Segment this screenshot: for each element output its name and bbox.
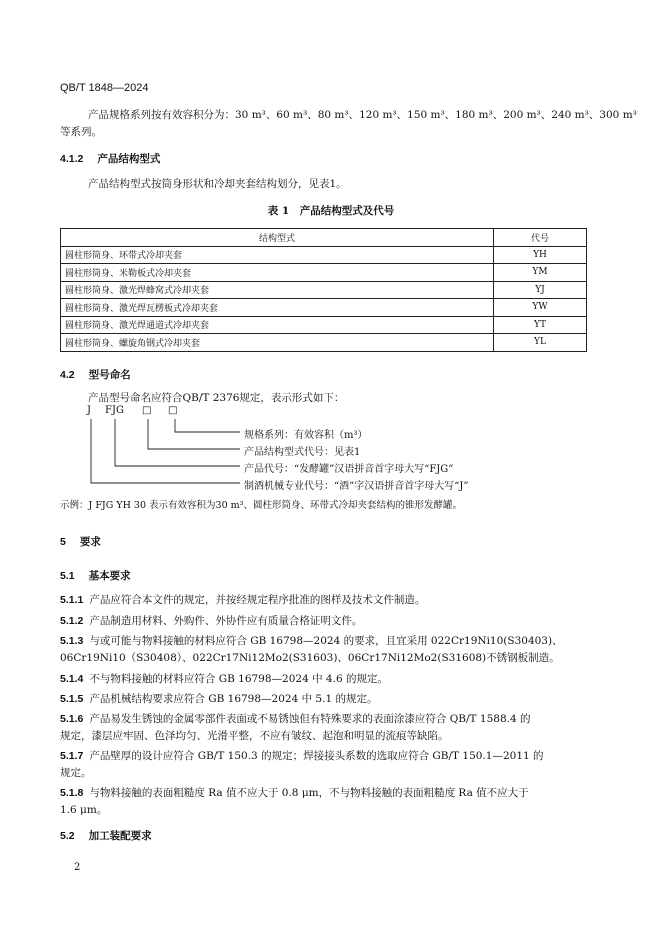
clause-5-1-1 [60,592,425,608]
section-title: 型号命名 [88,369,131,381]
clause-number: 5.1.6 [60,713,84,725]
section-title: 产品结构型式 [97,153,161,165]
section-5-2-heading [60,828,152,843]
table-row [61,299,587,317]
section-number: 4.1.2 [60,153,84,165]
clause-5-1-2 [60,613,362,629]
model-naming-diagram [60,405,600,495]
clause-number: 5.1.3 [60,635,84,647]
clause-5-1-8-cont: 1.6 μm。 [60,804,108,816]
column-header-structure: 结构型式 [61,229,494,247]
clause-text: 与物料接触的表面粗糙度 Ra 值不应大于 0.8 μm，不与物料接触的表面粗糙度 Ra 值不应大于 [89,787,529,799]
section-number: 5.2 [60,830,75,842]
clause-text: 产品壁厚的设计应符合 GB/T 150.3 的规定；焊接接头系数的选取应符合 GB/T 150.1—2011 的 [89,750,544,762]
table-caption: 表 1 产品结构型式及代号 [267,205,395,217]
intro-line-1: 产品规格系列按有效容积分为：30 m³、60 m³、80 m³、120 m³、150 m³、180 m³、200 m³、240 m³、300 m³ [88,109,637,121]
clause-5-1-5 [60,691,377,707]
label-structure-code: 产品结构型式代号：见表1 [244,447,361,458]
example-note: 示例：J FJG YH 30 表示有效容积为30 m³、圆柱形筒身、环带式冷却夹套结构的锥形发酵罐。 [60,500,462,511]
label-machinery-code: 制酒机械专业代号：“酒”字汉语拼音首字母大写“J” [244,481,469,492]
standard-number: QB/T 1848—2024 [60,82,149,94]
table-cell: 圆柱形筒身、激光焊瓦楞板式冷却夹套 [61,299,494,317]
clause-number: 5.1.7 [60,750,84,762]
clause-number: 5.1.2 [60,615,84,627]
table-cell: YL [494,334,587,352]
clause-5-1-3-cont: 06Cr19Ni10（S30408）、022Cr17Ni12Mo2(S31603)、06Cr17Ni12Mo2(S31608)不锈钢板制造。 [60,652,560,664]
table-row [61,246,587,264]
section-4-2-text: 产品型号命名应符合QB/T 2376规定，表示形式如下： [88,392,345,404]
code-fjg: FJG [105,405,124,416]
section-title: 要求 [79,536,101,548]
clause-text: 产品机械结构要求应符合 GB 16798—2024 中 5.1 的规定。 [89,693,378,705]
clause-number: 5.1.1 [60,594,84,606]
clause-5-1-7 [60,748,544,764]
clause-5-1-6 [60,711,530,727]
table-row [61,334,587,352]
clause-number: 5.1.8 [60,787,84,799]
table-row [61,316,587,334]
clause-number: 5.1.4 [60,673,84,685]
section-number: 5 [60,536,66,548]
page-number: 2 [74,862,81,873]
label-spec-series: 规格系列：有效容积（m³） [244,430,368,441]
table-cell: 圆柱形筒身、螺旋角钢式冷却夹套 [61,334,494,352]
section-title: 加工装配要求 [88,830,152,842]
label-product-code: 产品代号：“发酵罐”汉语拼音首字母大写“FJG” [244,464,454,475]
table-cell: YM [494,264,587,282]
clause-5-1-7-cont: 规定。 [60,767,92,779]
section-4-1-2-heading [60,151,160,166]
table-row [61,264,587,282]
table-cell: 圆柱形筒身、米勒板式冷却夹套 [61,264,494,282]
column-header-code: 代号 [494,229,587,247]
code-j: J [87,405,92,416]
section-title: 基本要求 [88,570,131,582]
section-5-1-heading [60,568,131,583]
clause-text: 产品制造用材料、外购件、外协件应有质量合格证明文件。 [89,615,363,627]
section-number: 5.1 [60,570,75,582]
clause-text: 产品应符合本文件的规定，并按经规定程序批准的图样及技术文件制造。 [89,594,426,606]
table-row [61,281,587,299]
clause-number: 5.1.5 [60,693,84,705]
section-number: 4.2 [60,369,75,381]
clause-text: 与或可能与物料接触的材料应符合 GB 16798—2024 的要求，且宜采用 022Cr19Ni10(S30403)、 [89,635,563,647]
section-5-heading [60,534,101,549]
section-4-1-2-text: 产品结构型式按筒身形状和冷却夹套结构划分，见表1。 [88,178,347,190]
code-structure-box: □ [142,405,152,416]
table-header-row [61,229,587,247]
table-cell: 圆柱形筒身、激光焊通道式冷却夹套 [61,316,494,334]
table-cell: 圆柱形筒身、激光焊蜂窝式冷却夹套 [61,281,494,299]
table-cell: 圆柱形筒身、环带式冷却夹套 [61,246,494,264]
table-cell: YT [494,316,587,334]
table-cell: YJ [494,281,587,299]
section-4-2-heading [60,367,131,382]
leader-lines [60,405,260,495]
clause-5-1-6-cont: 规定，漆层应牢固、色泽均匀、光滑平整，不应有皱纹、起泡和明显的流痕等缺陷。 [60,730,449,742]
clause-5-1-3 [60,633,563,649]
table-cell: YW [494,299,587,317]
clause-5-1-8 [60,785,529,801]
clause-text: 不与物料接触的材料应符合 GB 16798—2024 中 4.6 的规定。 [89,673,388,685]
clause-5-1-4 [60,671,388,687]
code-spec-box: □ [168,405,178,416]
clause-text: 产品易发生锈蚀的金属零部件表面或不易锈蚀但有特殊要求的表面涂漆应符合 QB/T 1588.4 的 [89,713,531,725]
intro-line-2: 等系列。 [60,126,102,138]
table-cell: YH [494,246,587,264]
structure-table [60,228,587,352]
